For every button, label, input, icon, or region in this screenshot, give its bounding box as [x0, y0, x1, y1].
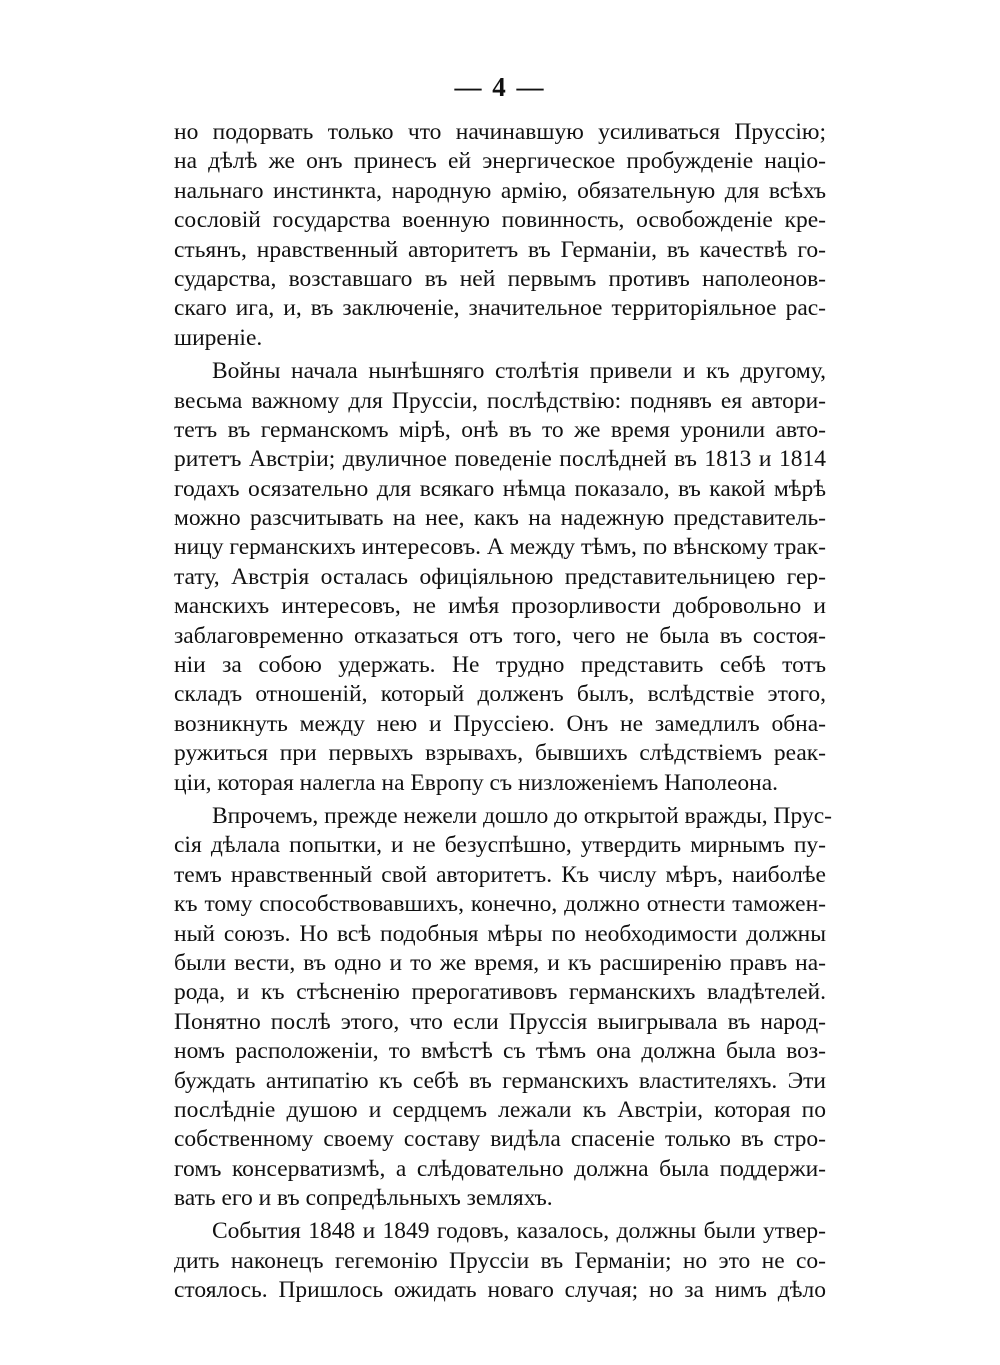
text-line: темъ нравственный свой авторитетъ. Къ числу мѣръ, наиболѣе — [174, 861, 826, 888]
text-line: стьянъ, нравственный авторитетъ въ Германіи, въ качествѣ го- — [174, 236, 826, 263]
text-line: рода, и къ стѣсненію прерогативовъ германскихъ владѣтелей. — [174, 979, 826, 1006]
text-line: сословій государства военную повинность, освобожденіе кре- — [174, 207, 826, 234]
text-line: ціи, которая налегла на Европу съ низложеніемъ Наполеона. — [174, 769, 779, 796]
text-line: скаго ига, и, въ заключеніе, значительное территоріяльное рас- — [174, 295, 826, 322]
text-line: тетъ въ германскомъ мірѣ, онѣ въ то же время уронили авто- — [174, 416, 826, 443]
paragraph-1 — [174, 118, 826, 353]
text-line: ный союзъ. Но всѣ подобныя мѣры по необходимости должны — [174, 920, 826, 947]
text-line: были вести, въ одно и то же время, и къ расширенію правъ на- — [174, 949, 826, 976]
text-line: ницу германскихъ интересовъ. А между тѣмъ, по вѣнскому трак- — [174, 534, 826, 561]
text-line: ружиться при первыхъ взрывахъ, бывшихъ слѣдствіемъ реак- — [174, 740, 826, 767]
text-line: буждать антипатію къ себѣ въ германскихъ властителяхъ. Эти — [174, 1067, 826, 1094]
text-line: События 1848 и 1849 годовъ, казалось, должны были утвер- — [212, 1218, 826, 1245]
text-line: Впрочемъ, прежде нежели дошло до открытой вражды, Прус- — [212, 802, 832, 829]
text-line: сія дѣлала попытки, и не безуспѣшно, утвердить мирнымъ пу- — [174, 832, 826, 859]
text-line: можно разсчитывать на нее, какъ на надежную представитель- — [174, 505, 826, 532]
text-line: складъ отношеній, который долженъ былъ, вслѣдствіе этого, — [174, 681, 826, 708]
text-line: сударства, возставшаго въ ней первымъ противъ наполеонов- — [174, 265, 826, 292]
paragraph-3 — [174, 802, 832, 1213]
text-line: собственному своему составу видѣла спасеніе только въ стро- — [174, 1126, 826, 1153]
text-line: возникнуть между нею и Пруссіею. Онъ не замедлилъ обна- — [174, 710, 826, 737]
text-line: Войны начала нынѣшняго столѣтія привели и къ другому, — [212, 358, 826, 385]
text-line: ніи за собою удержать. Не трудно представить себѣ тотъ — [174, 652, 826, 679]
text-line: весьма важному для Пруссіи, послѣдствію: поднявъ ея автори- — [174, 387, 826, 414]
text-line: ритетъ Австріи; двуличное поведеніе послѣдней въ 1813 и 1814 — [174, 446, 826, 473]
text-line: ширеніе. — [174, 324, 263, 351]
text-line: тату, Австрія осталась офиціяльною представительницею гер- — [174, 563, 826, 590]
paragraph-4 — [174, 1217, 826, 1305]
text-line: вать его и въ сопредѣльныхъ земляхъ. — [174, 1185, 553, 1212]
paragraph-2 — [174, 357, 826, 798]
text-line: но подорвать только что начинавшую усиливаться Пруссію; — [174, 119, 826, 145]
text-line: манскихъ интересовъ, не имѣя прозорливости добровольно и — [174, 593, 826, 620]
text-line: годахъ осязательно для всякаго нѣмца показало, въ какой мѣрѣ — [174, 475, 826, 502]
text-line: на дѣлѣ же онъ принесъ ей энергическое пробужденіе націо- — [174, 148, 826, 175]
text-line: заблаговременно отказаться отъ того, чего не была въ состоя- — [174, 622, 826, 649]
text-line: дить наконецъ гегемонію Пруссіи въ Германіи; но это не со- — [174, 1247, 826, 1274]
body-text — [174, 118, 832, 1306]
text-line: Понятно послѣ этого, что если Пруссія выигрывала въ народ- — [174, 1008, 826, 1035]
page-number: — 4 — — [454, 72, 546, 102]
text-line: гомъ консерватизмѣ, а слѣдовательно должна была поддержи- — [174, 1155, 826, 1182]
text-line: послѣдніе душою и сердцемъ лежали къ Австріи, которая по — [174, 1096, 826, 1123]
text-line: къ тому способствовавшихъ, конечно, должно отнести таможен- — [174, 891, 826, 918]
text-line: нальнаго инстинкта, народную армію, обязательную для всѣхъ — [174, 177, 826, 204]
text-line: стоялось. Пришлось ожидать новаго случая; но за нимъ дѣло — [174, 1277, 826, 1304]
text-line: номъ расположеніи, то вмѣстѣ съ тѣмъ она должна была воз- — [174, 1038, 826, 1065]
